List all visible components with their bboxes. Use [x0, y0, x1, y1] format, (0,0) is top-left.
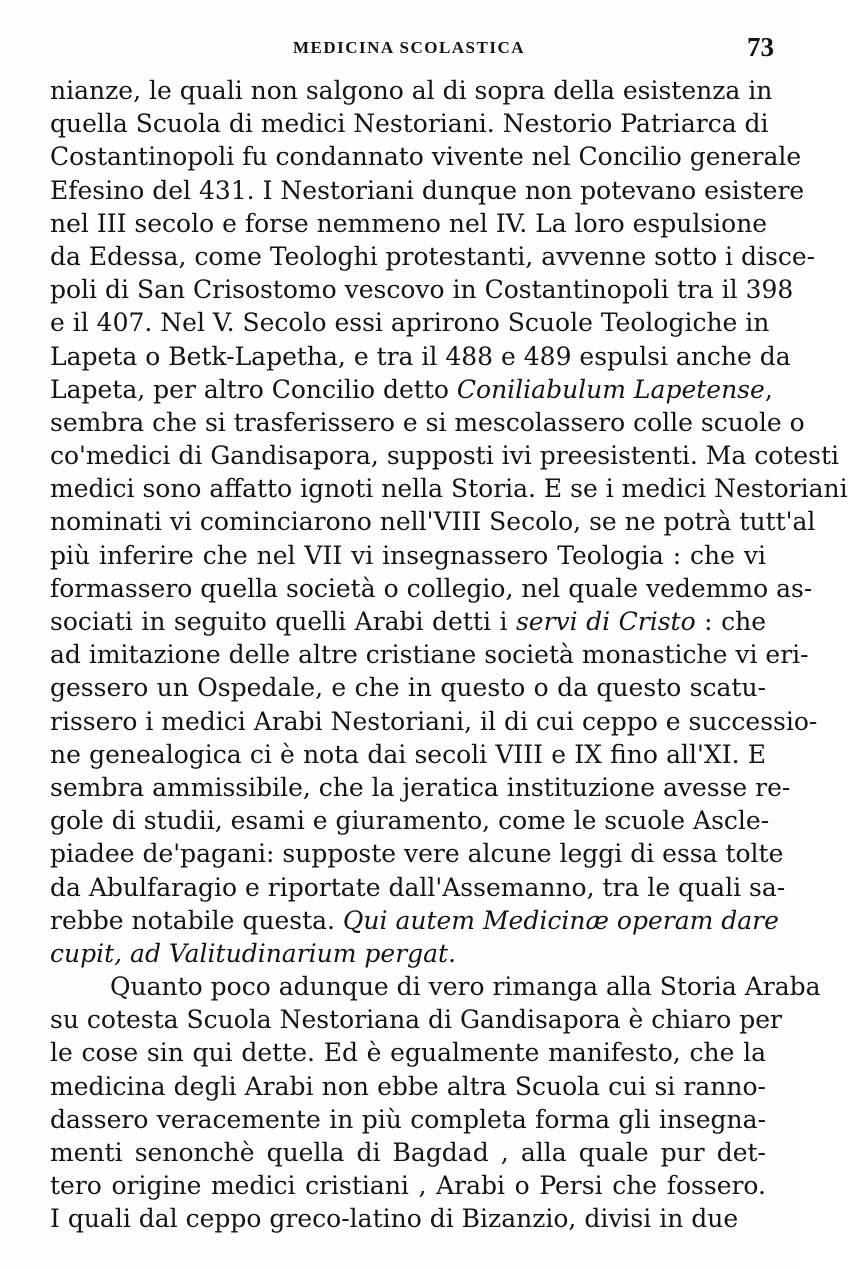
text-line: Lapeta, per altro Concilio detto Coniliabulum Lapetense,	[50, 374, 773, 404]
text-line: co'medici di Gandisapora, supposti ivi preesistenti. Ma cotesti	[50, 441, 839, 471]
text-line: Efesino del 431. I Nestoriani dunque non potevano esistere	[50, 175, 805, 205]
italic-phrase: Qui autem Medicinæ operam dare	[342, 905, 779, 935]
text-line: rissero i medici Arabi Nestoriani, il di cui ceppo e successio-	[50, 706, 818, 736]
text-line: più inferire che nel VII vi insegnassero Teologia : che vi	[50, 540, 766, 570]
italic-phrase: Coniliabulum Lapetense	[456, 374, 765, 404]
text-line: su cotesta Scuola Nestoriana di Gandisapora è chiaro per	[50, 1005, 782, 1035]
text-line: Costantinopoli fu condannato vivente nel Concilio generale	[50, 142, 802, 172]
text-line: nel III secolo e forse nemmeno nel IV. La loro espulsione	[50, 208, 768, 238]
italic-phrase: cupit, ad Valitudinarium pergat.	[50, 938, 457, 968]
text-line: da Abulfaragio e riportate dall'Assemanno, tra le quali sa-	[50, 872, 786, 902]
text-line: e il 407. Nel V. Secolo essi aprirono Scuole Teologiche in	[50, 308, 770, 338]
text-line: gole di studii, esami e giuramento, come le scuole Ascle-	[50, 806, 770, 836]
text-line: tero origine medici cristiani , Arabi o Persi che fossero.	[50, 1171, 766, 1201]
text-line: Quanto poco adunque di vero rimanga alla Storia Araba	[110, 972, 821, 1002]
paragraph	[50, 74, 848, 970]
page-number: 73	[747, 32, 774, 62]
text-line: nominati vi cominciarono nell'VIII Secolo, se ne potrà tutt'al	[50, 507, 816, 537]
text-line: ne genealogica ci è nota dai secoli VIII e IX fino all'XI. E	[50, 739, 766, 769]
text-line	[50, 937, 766, 970]
text-line: formassero quella società o collegio, nel quale vedemmo as-	[50, 573, 813, 603]
text-line: nianze, le quali non salgono al di sopra della esistenza in	[50, 76, 773, 105]
text-line: sembra che si trasferissero e si mescolassero colle scuole o	[50, 407, 805, 437]
text-line: quella Scuola di medici Nestoriani. Nestorio Patriarca di	[50, 109, 769, 139]
text-line: le cose sin qui dette. Ed è egualmente manifesto, che la	[50, 1038, 766, 1068]
text-line: poli di San Crisostomo vescovo in Costantinopoli tra il 398	[50, 275, 794, 305]
paragraph	[50, 970, 821, 1236]
text-line: sembra ammissibile, che la jeratica instituzione avesse re-	[50, 772, 791, 802]
text-line: Lapeta o Betk-Lapetha, e tra il 488 e 489 espulsi anche da	[50, 341, 791, 371]
text-line: piadee de'pagani: supposte vere alcune leggi di essa tolte	[50, 839, 784, 869]
text-line: I quali dal ceppo greco-latino di Bizanzio, divisi in due	[50, 1204, 739, 1234]
text-line: sociati in seguito quelli Arabi detti i servi di Cristo : che	[50, 607, 766, 636]
text-line: da Edessa, come Teologhi protestanti, avvenne sotto i disce-	[50, 241, 816, 271]
page-header	[44, 32, 774, 72]
text-line: medicina degli Arabi non ebbe altra Scuola cui si ranno-	[50, 1071, 766, 1101]
running-title: MEDICINA SCOLASTICA	[292, 38, 526, 57]
italic-phrase: servi di Cristo	[515, 607, 696, 636]
text-line: menti senonchè quella di Bagdad , alla quale pur det-	[50, 1138, 766, 1167]
text-line: rebbe notabile questa. Qui autem Medicinæ operam dare	[50, 905, 779, 935]
body-text	[50, 74, 848, 1236]
text-line: medici sono affatto ignoti nella Storia. E se i medici Nestoriani	[50, 474, 848, 504]
text-line: ad imitazione delle altre cristiane società monastiche vi eri-	[50, 640, 809, 670]
text-line: dassero veracemente in più completa forma gli insegna-	[50, 1104, 766, 1134]
text-line: gessero un Ospedale, e che in questo o da questo scatu-	[50, 673, 766, 703]
